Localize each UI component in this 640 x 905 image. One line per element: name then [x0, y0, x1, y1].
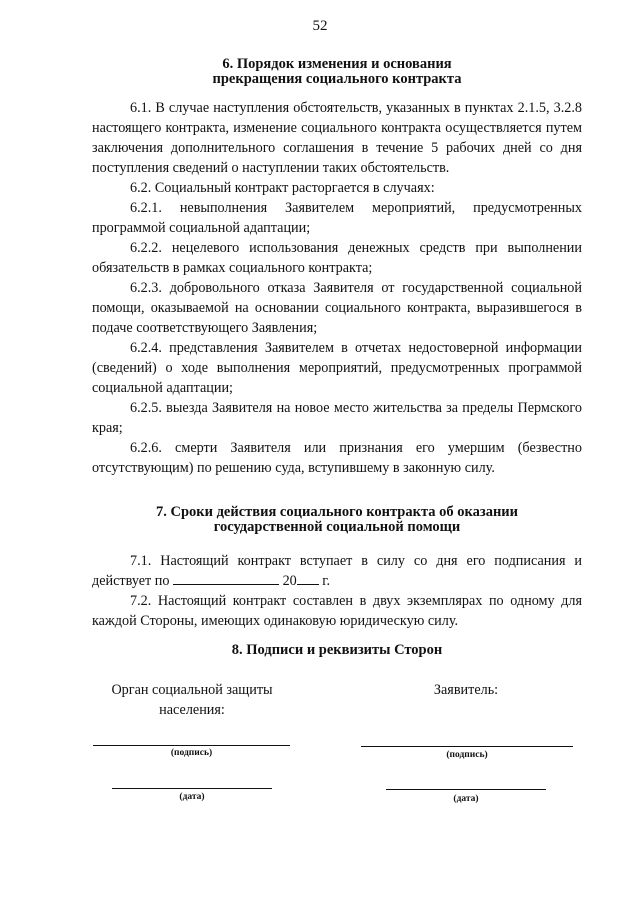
- paragraph-6-1: 6.1. В случае наступления обстоятельств, указанных в пунктах 2.1.5, 3.2.8 настоящего контракта, изменение социального контракта осуществляется путем заключения дополнительного соглашения в течение 5 рабочих дней со дня поступления сведений о наступлении таких обстоятельств.: [92, 100, 582, 176]
- left-date-line: [112, 788, 272, 789]
- right-party-label: Заявитель:: [433, 682, 499, 698]
- section-6-body: [92, 98, 582, 478]
- end-date-blank: [173, 572, 279, 585]
- right-signature-caption: (подпись): [446, 750, 488, 760]
- section-7-body: [92, 551, 582, 631]
- section-6-title-line1: 6. Порядок изменения и основания: [222, 56, 452, 72]
- section-7-title-line1: 7. Сроки действия социального контракта об оказании: [155, 504, 519, 520]
- section-7-title: [92, 505, 582, 535]
- paragraph-6-2: 6.2. Социальный контракт расторгается в случаях:: [130, 180, 435, 196]
- right-signature-line: [361, 746, 573, 747]
- left-party-label: [92, 680, 292, 720]
- section-6-title-line2: прекращения социального контракта: [212, 71, 462, 87]
- paragraph-7-2: 7.2. Настоящий контракт составлен в двух экземплярах по одному для каждой Стороны, имеющих одинаковую юридическую силу.: [92, 593, 582, 629]
- left-date-caption: (дата): [179, 792, 205, 802]
- year-suffix: г.: [322, 573, 331, 589]
- section-8-title: 8. Подписи и реквизиты Сторон: [231, 642, 443, 658]
- paragraph-6-2-4: 6.2.4. представления Заявителем в отчетах недостоверной информации (сведений) о ходе выполнения мероприятий, предусмотренных программой социальной адаптации;: [92, 340, 582, 396]
- page-number: 52: [312, 18, 328, 34]
- left-signature-caption: (подпись): [170, 748, 213, 758]
- paragraph-6-2-2: 6.2.2. нецелевого использования денежных средств при выполнении обязательств в рамках социального контракта;: [92, 240, 582, 276]
- paragraph-7-1: [92, 551, 582, 591]
- paragraph-6-2-1: 6.2.1. невыполнения Заявителем мероприятий, предусмотренных программой социальной адаптации;: [92, 200, 582, 236]
- paragraph-7-1-text: 7.1. Настоящий контракт вступает в силу со дня его подписания и действует по: [92, 553, 582, 589]
- section-6-title: [92, 57, 582, 87]
- year-blank: [297, 572, 319, 585]
- right-date-line: [386, 789, 546, 790]
- paragraph-6-2-5: 6.2.5. выезда Заявителя на новое место жительства за пределы Пермского края;: [92, 400, 582, 436]
- left-party-line1: Орган социальной защиты: [111, 682, 273, 698]
- right-date-caption: (дата): [453, 794, 479, 804]
- paragraph-6-2-3: 6.2.3. добровольного отказа Заявителя от государственной социальной помощи, оказываемой на основании социального контракта, выразившегося в подаче соответствующего Заявления;: [92, 280, 582, 336]
- year-prefix: 20: [282, 573, 297, 589]
- section-7-title-line2: государственной социальной помощи: [213, 519, 461, 535]
- left-signature-line: [93, 745, 290, 746]
- paragraph-6-2-6: 6.2.6. смерти Заявителя или признания его умершим (безвестно отсутствующим) по решению суда, вступившему в законную силу.: [92, 440, 582, 476]
- left-party-line2: населения:: [159, 702, 225, 718]
